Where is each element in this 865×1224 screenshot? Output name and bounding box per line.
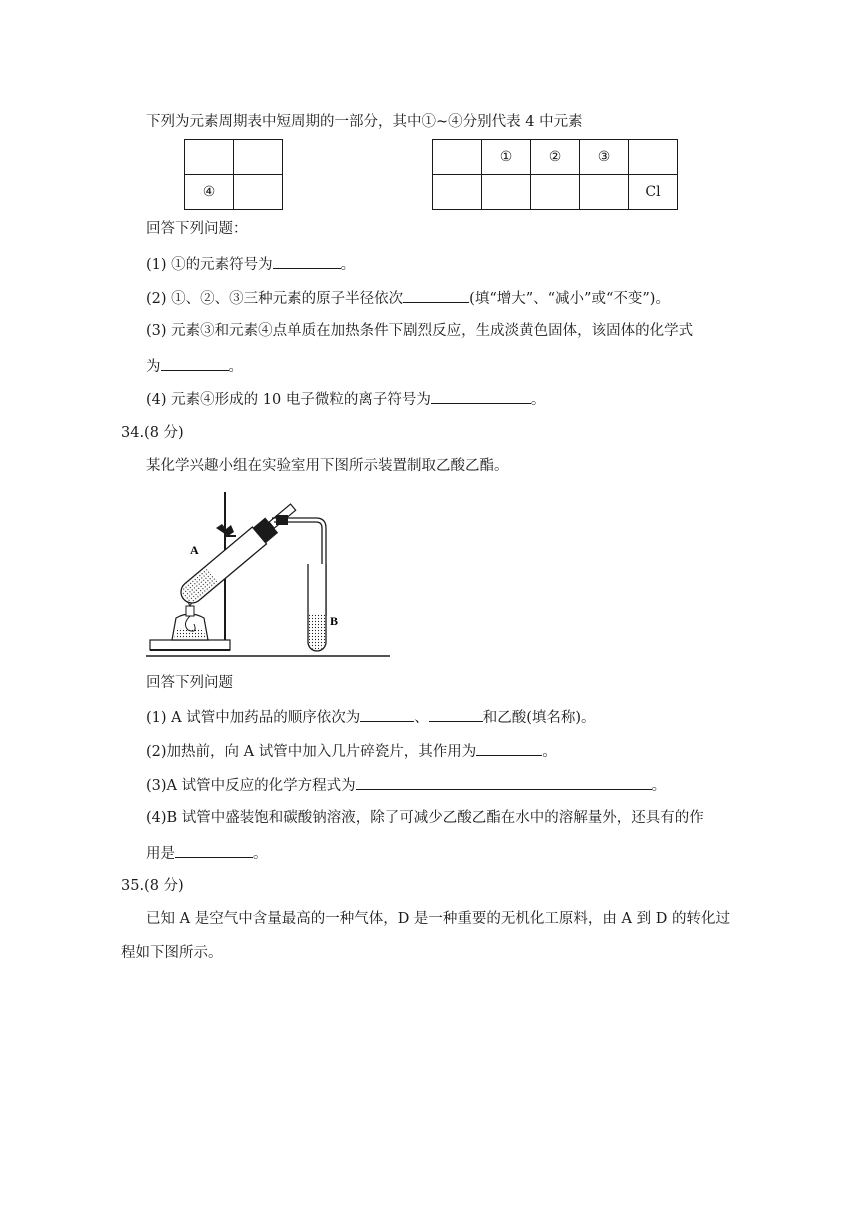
- table-row: [185, 175, 283, 210]
- q33-sub3-cont: [146, 355, 243, 377]
- q34-sub4: (4)B 试管中盛装饱和碳酸钠溶液，除了可减少乙酸乙酯在水中的溶解量外，还具有的作: [146, 810, 704, 826]
- q33-sub2-text: (2) ①、②、③三种元素的原子半径依次: [146, 291, 404, 307]
- q33-sub1-text: (1) ①的元素符号为: [146, 257, 273, 273]
- q35-text: 已知 A 是空气中含量最高的一种气体，D 是一种重要的无机化工原料，由 A 到 D 的转化过: [146, 911, 730, 927]
- ester-apparatus-diagram: [146, 488, 392, 660]
- q35-number: 35.(8 分): [121, 878, 184, 894]
- q33-sub2: [146, 287, 670, 309]
- table-cell: [234, 175, 283, 210]
- table-cell: [433, 140, 482, 175]
- q34-sub4-end: 。: [253, 846, 268, 862]
- q34-intro: 某化学兴趣小组在实验室用下图所示装置制取乙酸乙酯。: [146, 458, 509, 474]
- answer-blank[interactable]: [431, 388, 531, 404]
- stand-base: [150, 640, 230, 650]
- q34-sub1-end: 和乙酸(填名称)。: [482, 710, 596, 726]
- label-a: A: [190, 543, 199, 557]
- table-row: [433, 175, 678, 210]
- q33-sub4: [146, 388, 545, 410]
- q34-prompt: 回答下列问题: [146, 675, 233, 691]
- answer-blank[interactable]: [476, 740, 542, 756]
- q34-sub1-sep: 、: [414, 710, 429, 726]
- answer-blank[interactable]: [403, 287, 469, 303]
- answer-blank[interactable]: [356, 774, 652, 790]
- q34-sub2-end: 。: [542, 744, 557, 760]
- table-row: [433, 140, 678, 175]
- table-cell: [234, 140, 283, 175]
- answer-blank[interactable]: [175, 842, 253, 858]
- answer-blank[interactable]: [273, 253, 341, 269]
- q33-sub3-text: 为: [146, 359, 161, 375]
- periodic-table-left: [184, 139, 283, 210]
- table-cell: ④: [185, 175, 234, 210]
- table-cell: [629, 140, 678, 175]
- answer-blank[interactable]: [360, 706, 414, 722]
- q33-sub4-end: 。: [530, 392, 546, 408]
- q33-sub2-end: (填“增大”、“减小”或“不变”)。: [469, 291, 670, 307]
- table-cell: [185, 140, 234, 175]
- q34-number: 34.(8 分): [121, 425, 184, 441]
- q34-sub1: [146, 706, 596, 728]
- table-cell: [433, 175, 482, 210]
- table-cell: Cl: [629, 175, 678, 210]
- q34-sub2: [146, 740, 557, 762]
- answer-blank[interactable]: [161, 355, 229, 371]
- q35-text-cont: 程如下图所示。: [121, 945, 223, 961]
- test-tube-b-icon: [308, 564, 326, 651]
- table-row: [185, 140, 283, 175]
- q34-sub2-text: (2)加热前，向 A 试管中加入几片碎瓷片，其作用为: [146, 744, 477, 760]
- q34-sub3-text: (3)A 试管中反应的化学方程式为: [146, 778, 356, 794]
- table-cell: [580, 175, 629, 210]
- label-b: B: [330, 614, 339, 628]
- q33-sub1: [146, 253, 355, 275]
- q33-prompt: 回答下列问题：: [146, 221, 248, 237]
- q33-sub1-end: 。: [340, 257, 356, 273]
- q34-sub3: [146, 774, 666, 796]
- q34-sub4-cont: [146, 842, 268, 864]
- table-cell: ②: [531, 140, 580, 175]
- table-cell: ①: [482, 140, 531, 175]
- intro-text: 下列为元素周期表中短周期的一部分，其中①~④分别代表 4 中元素: [146, 114, 583, 130]
- periodic-table-right: [432, 139, 678, 210]
- q33-sub4-text: (4) 元素④形成的 10 电子微粒的离子符号为: [146, 392, 431, 408]
- q34-sub1-text: (1) A 试管中加药品的顺序依次为: [146, 710, 361, 726]
- q34-sub4-text: 用是: [146, 846, 175, 862]
- rubber-joint: [276, 515, 288, 525]
- table-cell: ③: [580, 140, 629, 175]
- q34-sub3-end: 。: [651, 778, 667, 794]
- answer-blank[interactable]: [429, 706, 483, 722]
- q33-sub3: (3) 元素③和元素④点单质在加热条件下剧烈反应，生成淡黄色固体，该固体的化学式: [146, 323, 694, 339]
- q33-sub3-end: 。: [228, 359, 243, 375]
- table-cell: [531, 175, 580, 210]
- table-cell: [482, 175, 531, 210]
